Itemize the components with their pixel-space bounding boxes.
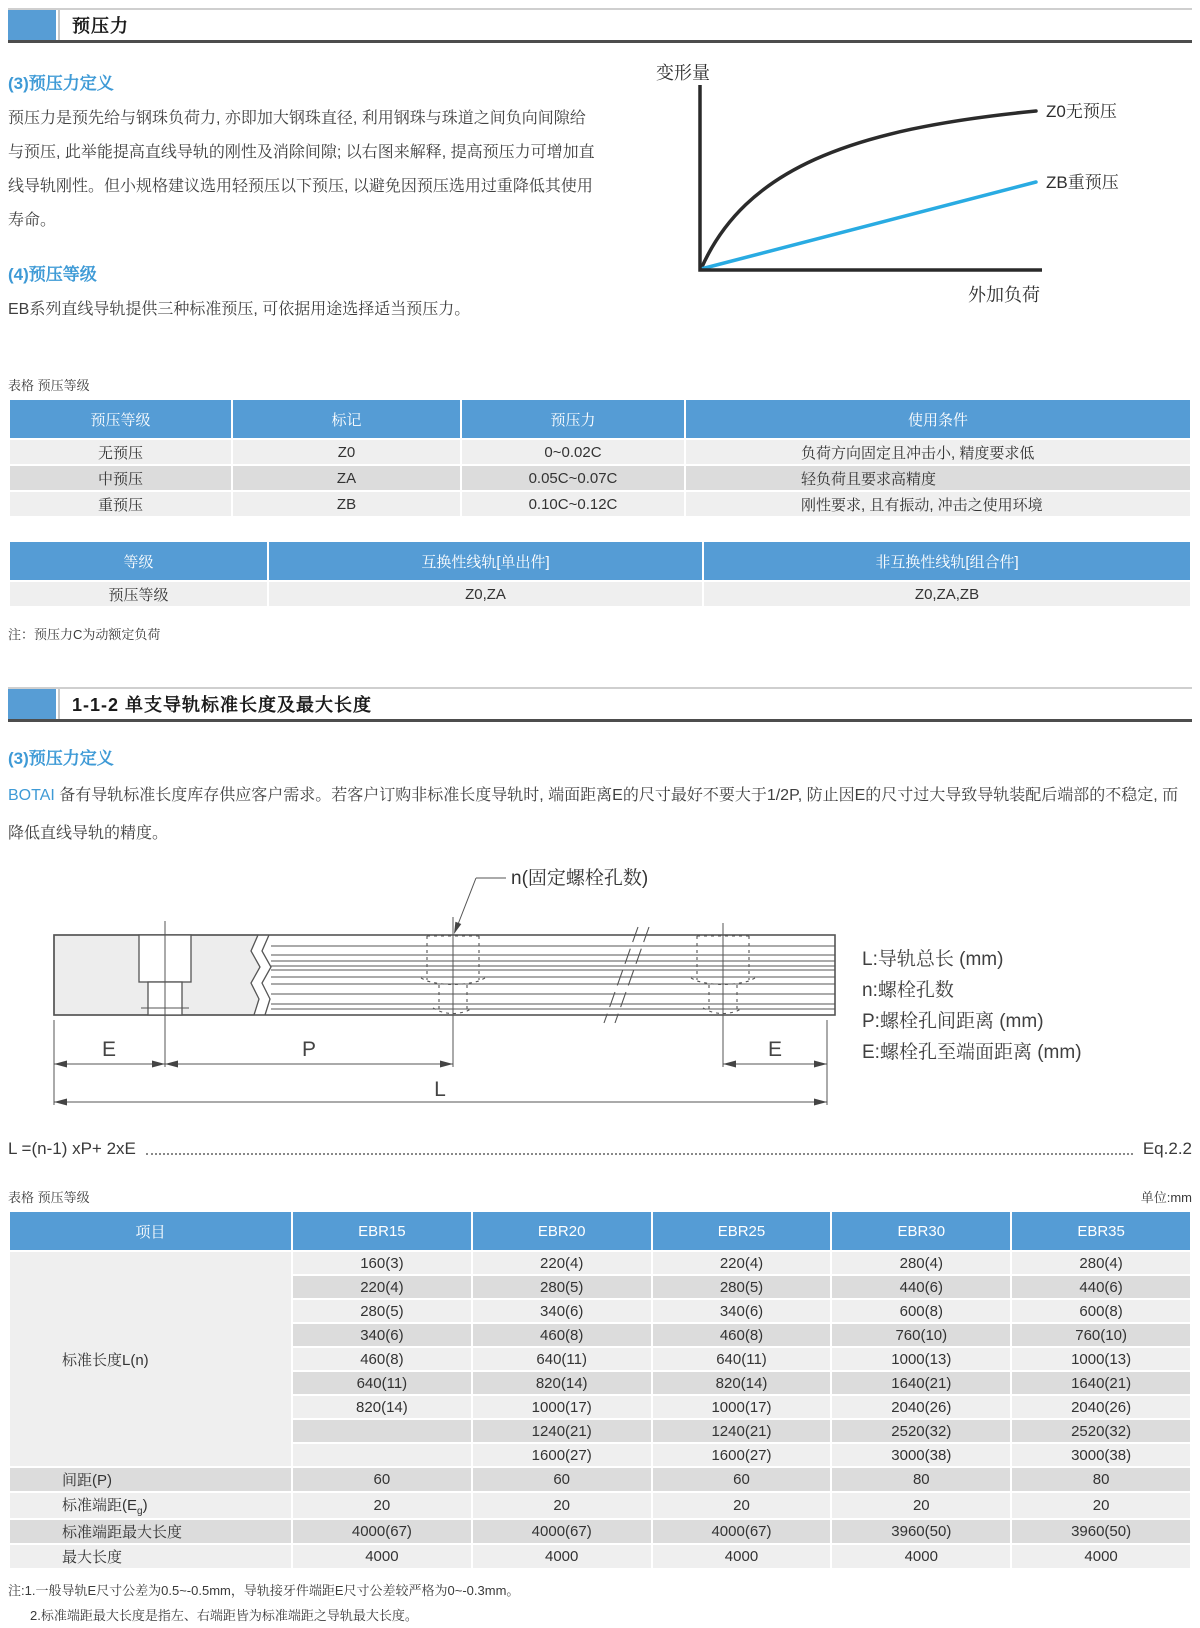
table3-cell: 220(4) [473, 1252, 651, 1274]
table3-cell: 60 [473, 1468, 651, 1491]
table3-cell: 640(11) [653, 1348, 831, 1370]
table3-cell: 1640(21) [1012, 1372, 1190, 1394]
table3-cell: 3960(50) [832, 1520, 1010, 1543]
legend-line-e: E:螺栓孔至端面距离 (mm) [862, 1042, 1082, 1063]
table3-header-cell: 项目 [10, 1212, 291, 1250]
page-title: 预压力 [72, 16, 129, 36]
table1-header-cell: 预压力 [462, 400, 684, 438]
chart-x-axis-label: 外加负荷 [968, 285, 1040, 305]
table3-cell: 640(11) [473, 1348, 651, 1370]
legend-line-l: L:导轨总长 (mm) [862, 949, 1004, 970]
table3-cell: 60 [293, 1468, 471, 1491]
table3-cell: 4000 [293, 1545, 471, 1568]
standard-length-table [8, 1210, 1192, 1570]
table3-cell: 4000 [473, 1545, 651, 1568]
table1-cell: 重预压 [10, 492, 231, 516]
table3-cell: 3960(50) [1012, 1520, 1190, 1543]
section-marker-block [8, 689, 56, 719]
rail-length-text: 备有导轨标准长度库存供应客户需求。若客户订购非标准长度导轨时, 端面距离E的尺寸最好不要大于1/2P, 防止因E的尺寸过大导致导轨装配后端部的不稳定, 而降低直线导轨的精度。 [8, 787, 1179, 842]
section-title-rail-length: 1-1-2 单支导轨标准长度及最大长度 [72, 695, 373, 715]
diagram-legend [862, 948, 1082, 1063]
table3-cell: 20 [832, 1493, 1010, 1518]
chart-y-axis-label: 变形量 [656, 63, 710, 83]
table3-cell: 640(11) [293, 1372, 471, 1394]
table1-cell: Z0 [233, 440, 460, 464]
table3-cell: 3000(38) [832, 1444, 1010, 1466]
table3-cell: 220(4) [293, 1276, 471, 1298]
chart-column [640, 47, 1192, 365]
dotted-leader [146, 1153, 1133, 1155]
table1-head [10, 400, 1190, 438]
table3-cell: 1000(17) [653, 1396, 831, 1418]
table3-cell: 3000(38) [1012, 1444, 1190, 1466]
table3-cell [293, 1420, 471, 1442]
table3-cell: 2520(32) [1012, 1420, 1190, 1442]
table3-cell: 600(8) [832, 1300, 1010, 1322]
table2-header-row [10, 542, 1190, 580]
table3-cell: 820(14) [473, 1372, 651, 1394]
table3-header-cell: EBR35 [1012, 1212, 1190, 1250]
table3-cell: 460(8) [293, 1348, 471, 1370]
table3-cell: 1640(21) [832, 1372, 1010, 1394]
table2-head [10, 542, 1190, 580]
table1-cell: 0.10C~0.12C [462, 492, 684, 516]
table3-cell: 160(3) [293, 1252, 471, 1274]
table1-cell: 0~0.02C [462, 440, 684, 464]
chart-curve-z0 [701, 111, 1036, 269]
intro-section [8, 47, 1192, 365]
table3-cell [293, 1444, 471, 1466]
table2-cell: Z0,ZA [269, 582, 702, 606]
table3-row [10, 1252, 1190, 1274]
table3-cell: 2040(26) [832, 1396, 1010, 1418]
table3-caption-row [8, 1187, 1192, 1206]
table3-unit: 单位:mm [1140, 1190, 1192, 1205]
table3-cell: 280(4) [1012, 1252, 1190, 1274]
table3-cell: 20 [653, 1493, 831, 1518]
table1-cell: 负荷方向固定且冲击小, 精度要求低 [686, 440, 1190, 464]
length-formula-row [8, 1139, 1192, 1159]
table-note: 注：预压力C为动额定负荷 [8, 627, 161, 642]
deformation-load-chart [640, 51, 1192, 311]
table3-cell: 2040(26) [1012, 1396, 1190, 1418]
legend-line-p: P:螺栓孔间距离 (mm) [862, 1011, 1044, 1032]
dim-label-l: L [434, 1078, 446, 1101]
footnote-1: 注:1.一般导轨E尺寸公差为0.5~-0.5mm，导轨接牙件端距E尺寸公差较严格为0~-0.3mm。 [8, 1583, 520, 1598]
table3-cell: 280(5) [653, 1276, 831, 1298]
table1-cell: 无预压 [10, 440, 231, 464]
table3-cell: 4000(67) [473, 1520, 651, 1543]
table3-header-cell: EBR15 [293, 1212, 471, 1250]
chart-axes [700, 85, 1042, 270]
interchangeable-rail-table [8, 540, 1192, 608]
table2-header-cell: 非互换性线轨[组合件] [704, 542, 1190, 580]
table1-cell: 轻负荷且要求高精度 [686, 466, 1190, 490]
footnotes [8, 1578, 1192, 1628]
table2-body [10, 582, 1190, 606]
table3-cell: 760(10) [1012, 1324, 1190, 1346]
table3-cell: 820(14) [293, 1396, 471, 1418]
table3-row [10, 1545, 1190, 1568]
table3-cell: 280(5) [293, 1300, 471, 1322]
table3-cell: 280(5) [473, 1276, 651, 1298]
dim-label-p: P [301, 1038, 317, 1061]
table3-cell: 20 [473, 1493, 651, 1518]
table1-cell: ZA [233, 466, 460, 490]
table3-row-label: 标准端距最大长度 [10, 1520, 291, 1543]
table1-cell: 0.05C~0.07C [462, 466, 684, 490]
table3-cell: 1000(13) [1012, 1348, 1190, 1370]
table3-header-cell: EBR25 [653, 1212, 831, 1250]
table3-cell: 820(14) [653, 1372, 831, 1394]
table1-caption: 表格 预压等级 [8, 378, 90, 393]
table1-header-row [10, 400, 1190, 438]
chart-label-zb: ZB重预压 [1046, 173, 1119, 192]
table3-row [10, 1468, 1190, 1491]
table3-cell: 460(8) [473, 1324, 651, 1346]
table3-cell: 460(8) [653, 1324, 831, 1346]
table2-row [10, 582, 1190, 606]
rail-dimension-diagram [8, 855, 1192, 1127]
dim-label-e-left: E [101, 1038, 117, 1061]
table3-cell: 1600(27) [653, 1444, 831, 1466]
rail-length-paragraph [8, 777, 1192, 853]
table1-cell: 刚性要求, 且有振动, 冲击之使用环境 [686, 492, 1190, 516]
legend-line-n: n:螺栓孔数 [862, 980, 954, 1001]
table3-header-cell: EBR30 [832, 1212, 1010, 1250]
table3-row-label: 最大长度 [10, 1545, 291, 1568]
table1-row [10, 440, 1190, 464]
table3-body [10, 1252, 1190, 1568]
bolt-count-callout-label: n(固定螺栓孔数) [511, 868, 649, 889]
table3-cell: 4000(67) [293, 1520, 471, 1543]
table1-cell: ZB [233, 492, 460, 516]
footnote-2: 2.标准端距最大长度是指左、右端距皆为标准端距之导轨最大长度。 [30, 1608, 418, 1623]
preload-definition-paragraph: 预压力是预先给与钢珠负荷力, 亦即加大钢珠直径, 利用钢珠与珠道之间负向间隙给与预压, 此举能提高直线导轨的刚性及消除间隙; 以右图来解释, 提高预压力可增加直线导轨刚性。但小规格建议选用轻预压以下预压, 以避免因预压选用过重降低其使用寿命。 [8, 110, 595, 229]
table3-row-label: 间距(P) [10, 1468, 291, 1491]
table3-cell: 20 [1012, 1493, 1190, 1518]
subheading-preload-definition: (3)预压力定义 [8, 74, 114, 93]
table2-cell: 预压等级 [10, 582, 267, 606]
chart-label-z0: Z0无预压 [1046, 102, 1117, 121]
table3-cell: 340(6) [653, 1300, 831, 1322]
subheading-preload-grades: (4)预压等级 [8, 265, 97, 284]
section-header-rail-length [8, 687, 1192, 722]
dimension-lines [54, 1020, 827, 1106]
table3-cell: 2520(32) [832, 1420, 1010, 1442]
length-formula: L =(n-1) xP+ 2xE [8, 1139, 136, 1158]
table3-cell: 4000 [832, 1545, 1010, 1568]
table3-cell: 80 [832, 1468, 1010, 1491]
equation-number: Eq.2.2 [1142, 1139, 1192, 1158]
table3-row [10, 1520, 1190, 1543]
chart-line-zb [701, 182, 1036, 269]
table3-row [10, 1493, 1190, 1518]
table3-cell: 1240(21) [473, 1420, 651, 1442]
table3-header-cell: EBR20 [473, 1212, 651, 1250]
bolt-count-callout [454, 867, 648, 934]
table3-caption: 表格 预压等级 [8, 1190, 90, 1205]
preload-grade-table [8, 398, 1192, 518]
table3-cell: 1000(13) [832, 1348, 1010, 1370]
table3-cell: 440(6) [832, 1276, 1010, 1298]
table1-row [10, 466, 1190, 490]
table3-cell: 4000(67) [653, 1520, 831, 1543]
table3-cell: 60 [653, 1468, 831, 1491]
table1-header-cell: 标记 [233, 400, 460, 438]
table3-cell: 760(10) [832, 1324, 1010, 1346]
table3-cell: 1240(21) [653, 1420, 831, 1442]
hole-centerlines [453, 917, 723, 1067]
brand-name: BOTAI [8, 787, 55, 804]
table3-cell: 440(6) [1012, 1276, 1190, 1298]
table3-cell: 220(4) [653, 1252, 831, 1274]
table3-cell: 340(6) [473, 1300, 651, 1322]
subheading-rail-length: (3)预压力定义 [8, 749, 114, 768]
table3-cell: 280(4) [832, 1252, 1010, 1274]
table3-cell: 80 [1012, 1468, 1190, 1491]
section-marker-block [8, 10, 56, 40]
table1-header-cell: 使用条件 [686, 400, 1190, 438]
table3-cell: 1000(17) [473, 1396, 651, 1418]
table3-header-row [10, 1212, 1190, 1250]
table3-cell: 340(6) [293, 1324, 471, 1346]
table2-header-cell: 等级 [10, 542, 267, 580]
dim-label-e-right: E [767, 1038, 783, 1061]
table3-cell: 20 [293, 1493, 471, 1518]
table3-row-label: 标准端距$(E_g)$ [10, 1493, 291, 1518]
table2-cell: Z0,ZA,ZB [704, 582, 1190, 606]
table3-row-label-standard-length: 标准长度L(n) [10, 1252, 291, 1466]
table3-head [10, 1212, 1190, 1250]
table2-header-cell: 互换性线轨[单出件] [269, 542, 702, 580]
table3-cell: 600(8) [1012, 1300, 1190, 1322]
table1-header-cell: 预压等级 [10, 400, 231, 438]
table3-cell: 4000 [1012, 1545, 1190, 1568]
preload-grades-paragraph: EB系列直线导轨提供三种标准预压, 可依据用途选择适当预压力。 [8, 301, 471, 318]
table1-cell: 中预压 [10, 466, 231, 490]
table1-row [10, 492, 1190, 516]
intro-text-column [8, 47, 608, 365]
table1-body [10, 440, 1190, 516]
table3-cell: 1600(27) [473, 1444, 651, 1466]
section-header-preload [8, 8, 1192, 43]
table3-cell: 4000 [653, 1545, 831, 1568]
